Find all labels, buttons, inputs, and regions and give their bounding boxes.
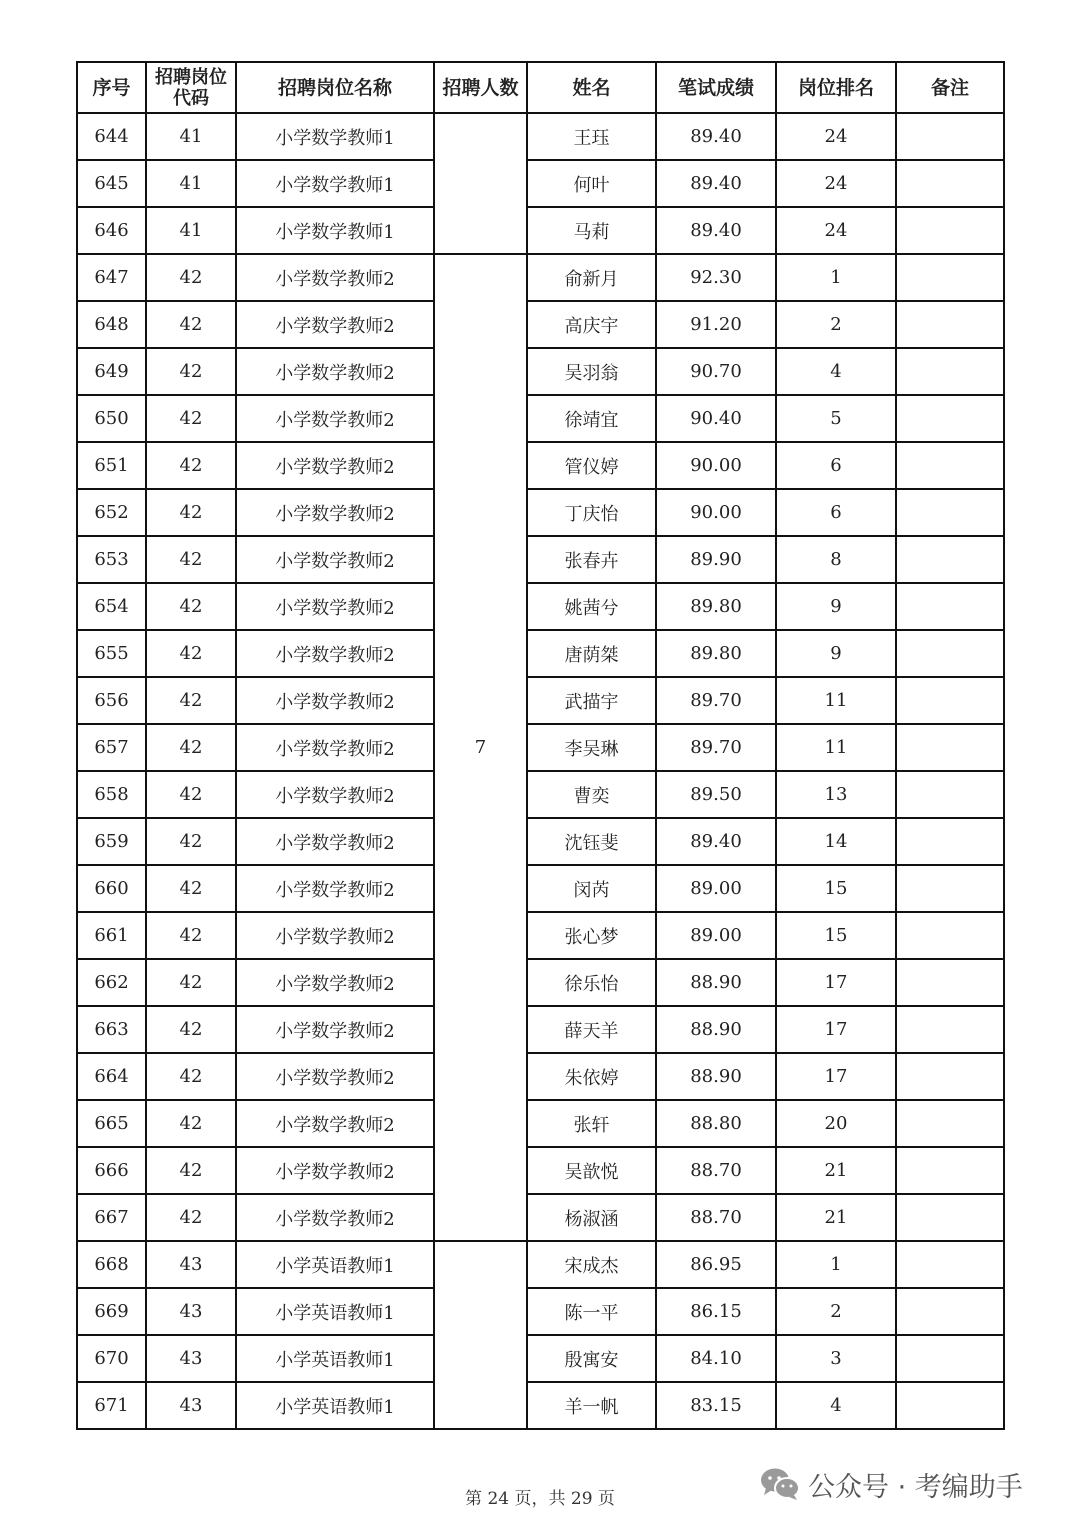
cell-score: 89.80	[656, 583, 776, 630]
cell-remark	[896, 160, 1004, 207]
table-row	[77, 1100, 1004, 1147]
cell-seq: 659	[77, 818, 146, 865]
cell-remark	[896, 1241, 1004, 1288]
table-row	[77, 771, 1004, 818]
cell-title: 小学数学教师2	[236, 724, 434, 771]
cell-remark	[896, 771, 1004, 818]
table-row	[77, 113, 1004, 160]
cell-code: 42	[146, 395, 236, 442]
cell-title: 小学数学教师2	[236, 818, 434, 865]
cell-code: 42	[146, 865, 236, 912]
cell-code: 41	[146, 113, 236, 160]
cell-person: 薛天羊	[527, 1006, 656, 1053]
table-row	[77, 1147, 1004, 1194]
cell-title: 小学数学教师2	[236, 1100, 434, 1147]
cell-score: 84.10	[656, 1335, 776, 1382]
cell-person: 李吴琳	[527, 724, 656, 771]
cell-remark	[896, 254, 1004, 301]
cell-seq: 653	[77, 536, 146, 583]
cell-score: 89.40	[656, 818, 776, 865]
page-number: 第 24 页，共 29 页	[465, 1489, 615, 1509]
cell-code: 42	[146, 301, 236, 348]
cell-score: 90.40	[656, 395, 776, 442]
cell-person: 吴歆悦	[527, 1147, 656, 1194]
header-title: 招聘岗位名称	[236, 62, 434, 113]
cell-person: 羊一帆	[527, 1382, 656, 1429]
cell-seq: 656	[77, 677, 146, 724]
cell-rank: 4	[776, 1382, 896, 1429]
cell-person: 徐靖宜	[527, 395, 656, 442]
cell-score: 86.15	[656, 1288, 776, 1335]
cell-person: 朱依婷	[527, 1053, 656, 1100]
cell-rank: 2	[776, 1288, 896, 1335]
cell-title: 小学数学教师2	[236, 865, 434, 912]
cell-seq: 671	[77, 1382, 146, 1429]
cell-person: 殷寓安	[527, 1335, 656, 1382]
cell-title: 小学数学教师2	[236, 536, 434, 583]
cell-remark	[896, 1006, 1004, 1053]
cell-title: 小学数学教师2	[236, 630, 434, 677]
cell-person: 高庆宇	[527, 301, 656, 348]
cell-remark	[896, 912, 1004, 959]
header-remark: 备注	[896, 62, 1004, 113]
cell-rank: 13	[776, 771, 896, 818]
cell-remark	[896, 1288, 1004, 1335]
header-code-line1: 招聘岗位	[155, 66, 227, 88]
cell-person: 徐乐怡	[527, 959, 656, 1006]
cell-seq: 669	[77, 1288, 146, 1335]
cell-rank: 2	[776, 301, 896, 348]
cell-person: 闵芮	[527, 865, 656, 912]
cell-rank: 14	[776, 818, 896, 865]
cell-remark	[896, 113, 1004, 160]
cell-seq: 661	[77, 912, 146, 959]
table-row	[77, 1006, 1004, 1053]
table-row	[77, 536, 1004, 583]
cell-remark	[896, 724, 1004, 771]
cell-remark	[896, 1335, 1004, 1382]
cell-rank: 5	[776, 395, 896, 442]
cell-code: 42	[146, 1147, 236, 1194]
table-row	[77, 489, 1004, 536]
table-row	[77, 1241, 1004, 1288]
cell-seq: 644	[77, 113, 146, 160]
cell-person: 武描宇	[527, 677, 656, 724]
cell-score: 88.70	[656, 1194, 776, 1241]
cell-code: 43	[146, 1335, 236, 1382]
cell-title: 小学数学教师2	[236, 1053, 434, 1100]
cell-seq: 646	[77, 207, 146, 254]
cell-score: 90.00	[656, 489, 776, 536]
cell-title: 小学数学教师1	[236, 113, 434, 160]
header-code	[146, 62, 236, 113]
cell-title: 小学数学教师2	[236, 442, 434, 489]
cell-score: 88.80	[656, 1100, 776, 1147]
table-row	[77, 395, 1004, 442]
cell-rank: 11	[776, 724, 896, 771]
cell-remark	[896, 818, 1004, 865]
cell-seq: 645	[77, 160, 146, 207]
cell-title: 小学数学教师2	[236, 395, 434, 442]
cell-person: 管仪婷	[527, 442, 656, 489]
cell-score: 89.90	[656, 536, 776, 583]
cell-score: 89.80	[656, 630, 776, 677]
cell-rank: 3	[776, 1335, 896, 1382]
cell-seq: 660	[77, 865, 146, 912]
cell-title: 小学数学教师2	[236, 301, 434, 348]
table-row	[77, 160, 1004, 207]
cell-person: 杨淑涵	[527, 1194, 656, 1241]
cell-score: 91.20	[656, 301, 776, 348]
cell-seq: 662	[77, 959, 146, 1006]
cell-score: 83.15	[656, 1382, 776, 1429]
cell-title: 小学数学教师1	[236, 207, 434, 254]
cell-title: 小学数学教师2	[236, 1147, 434, 1194]
results-table	[76, 61, 1005, 1430]
cell-remark	[896, 207, 1004, 254]
cell-title: 小学英语教师1	[236, 1382, 434, 1429]
cell-rank: 4	[776, 348, 896, 395]
cell-seq: 667	[77, 1194, 146, 1241]
cell-seq: 658	[77, 771, 146, 818]
cell-code: 42	[146, 1006, 236, 1053]
table-row	[77, 677, 1004, 724]
cell-code: 42	[146, 724, 236, 771]
table-row	[77, 301, 1004, 348]
wechat-icon	[760, 1467, 800, 1501]
cell-remark	[896, 301, 1004, 348]
cell-person: 丁庆怡	[527, 489, 656, 536]
cell-remark	[896, 1147, 1004, 1194]
cell-code: 42	[146, 489, 236, 536]
cell-remark	[896, 536, 1004, 583]
cell-rank: 15	[776, 912, 896, 959]
cell-title: 小学数学教师1	[236, 160, 434, 207]
cell-code: 43	[146, 1241, 236, 1288]
header-code-line2: 代码	[173, 87, 209, 109]
cell-seq: 670	[77, 1335, 146, 1382]
cell-code: 42	[146, 959, 236, 1006]
cell-score: 89.50	[656, 771, 776, 818]
cell-code: 43	[146, 1382, 236, 1429]
table-row	[77, 724, 1004, 771]
cell-rank: 21	[776, 1147, 896, 1194]
cell-person: 张心梦	[527, 912, 656, 959]
cell-score: 90.00	[656, 442, 776, 489]
cell-code: 42	[146, 630, 236, 677]
table-row	[77, 1194, 1004, 1241]
cell-score: 89.00	[656, 912, 776, 959]
cell-seq: 664	[77, 1053, 146, 1100]
cell-count	[434, 113, 527, 254]
cell-rank: 24	[776, 207, 896, 254]
table-body	[77, 113, 1004, 1429]
table-row	[77, 1053, 1004, 1100]
table-row	[77, 442, 1004, 489]
cell-remark	[896, 395, 1004, 442]
cell-remark	[896, 865, 1004, 912]
cell-seq: 648	[77, 301, 146, 348]
table-row	[77, 1335, 1004, 1382]
cell-person: 吴羽翁	[527, 348, 656, 395]
cell-remark	[896, 1100, 1004, 1147]
cell-seq: 663	[77, 1006, 146, 1053]
cell-title: 小学英语教师1	[236, 1241, 434, 1288]
table-row	[77, 630, 1004, 677]
table-row	[77, 818, 1004, 865]
cell-person: 王珏	[527, 113, 656, 160]
cell-score: 89.40	[656, 207, 776, 254]
header-score: 笔试成绩	[656, 62, 776, 113]
cell-code: 41	[146, 160, 236, 207]
cell-score: 88.90	[656, 1053, 776, 1100]
cell-score: 89.70	[656, 724, 776, 771]
cell-rank: 21	[776, 1194, 896, 1241]
cell-rank: 15	[776, 865, 896, 912]
cell-code: 42	[146, 771, 236, 818]
cell-rank: 24	[776, 113, 896, 160]
cell-score: 89.40	[656, 160, 776, 207]
cell-seq: 657	[77, 724, 146, 771]
cell-rank: 6	[776, 442, 896, 489]
cell-title: 小学数学教师2	[236, 771, 434, 818]
cell-person: 何叶	[527, 160, 656, 207]
cell-remark	[896, 677, 1004, 724]
cell-person: 沈钰斐	[527, 818, 656, 865]
cell-seq: 650	[77, 395, 146, 442]
cell-seq: 655	[77, 630, 146, 677]
cell-remark	[896, 1053, 1004, 1100]
cell-rank: 17	[776, 959, 896, 1006]
cell-title: 小学数学教师2	[236, 677, 434, 724]
cell-code: 42	[146, 1053, 236, 1100]
cell-count	[434, 1241, 527, 1429]
cell-remark	[896, 583, 1004, 630]
cell-code: 42	[146, 583, 236, 630]
cell-person: 马莉	[527, 207, 656, 254]
cell-seq: 652	[77, 489, 146, 536]
cell-person: 唐荫桀	[527, 630, 656, 677]
cell-rank: 9	[776, 630, 896, 677]
cell-score: 88.90	[656, 1006, 776, 1053]
cell-score: 86.95	[656, 1241, 776, 1288]
cell-remark	[896, 442, 1004, 489]
cell-title: 小学数学教师2	[236, 1194, 434, 1241]
cell-rank: 11	[776, 677, 896, 724]
cell-rank: 1	[776, 254, 896, 301]
cell-code: 42	[146, 536, 236, 583]
table-row	[77, 959, 1004, 1006]
cell-code: 42	[146, 1100, 236, 1147]
header-rank: 岗位排名	[776, 62, 896, 113]
cell-title: 小学数学教师2	[236, 489, 434, 536]
table-row	[77, 348, 1004, 395]
cell-remark	[896, 1194, 1004, 1241]
cell-person: 姚茜兮	[527, 583, 656, 630]
cell-code: 41	[146, 207, 236, 254]
table-row	[77, 865, 1004, 912]
cell-score: 90.70	[656, 348, 776, 395]
cell-rank: 6	[776, 489, 896, 536]
cell-remark	[896, 489, 1004, 536]
cell-score: 89.40	[656, 113, 776, 160]
header-seq: 序号	[77, 62, 146, 113]
cell-code: 43	[146, 1288, 236, 1335]
cell-count: 7	[434, 254, 527, 1241]
cell-score: 89.00	[656, 865, 776, 912]
cell-remark	[896, 348, 1004, 395]
cell-seq: 649	[77, 348, 146, 395]
cell-rank: 17	[776, 1006, 896, 1053]
cell-title: 小学英语教师1	[236, 1335, 434, 1382]
cell-score: 88.90	[656, 959, 776, 1006]
cell-code: 42	[146, 442, 236, 489]
cell-seq: 651	[77, 442, 146, 489]
watermark	[760, 1463, 1023, 1505]
cell-rank: 8	[776, 536, 896, 583]
watermark-text: 公众号 · 考编助手	[808, 1471, 1023, 1503]
cell-title: 小学数学教师2	[236, 254, 434, 301]
cell-score: 89.70	[656, 677, 776, 724]
header-person: 姓名	[527, 62, 656, 113]
cell-title: 小学数学教师2	[236, 1006, 434, 1053]
cell-rank: 17	[776, 1053, 896, 1100]
header-count: 招聘人数	[434, 62, 527, 113]
cell-seq: 666	[77, 1147, 146, 1194]
cell-code: 42	[146, 348, 236, 395]
cell-rank: 9	[776, 583, 896, 630]
cell-title: 小学数学教师2	[236, 348, 434, 395]
header-row	[77, 62, 1004, 113]
cell-score: 92.30	[656, 254, 776, 301]
cell-person: 俞新月	[527, 254, 656, 301]
cell-person: 张春卉	[527, 536, 656, 583]
cell-seq: 654	[77, 583, 146, 630]
cell-title: 小学英语教师1	[236, 1288, 434, 1335]
cell-rank: 24	[776, 160, 896, 207]
cell-remark	[896, 630, 1004, 677]
cell-score: 88.70	[656, 1147, 776, 1194]
cell-person: 曹奕	[527, 771, 656, 818]
cell-code: 42	[146, 818, 236, 865]
cell-seq: 665	[77, 1100, 146, 1147]
cell-code: 42	[146, 677, 236, 724]
table-row	[77, 583, 1004, 630]
cell-rank: 1	[776, 1241, 896, 1288]
cell-remark	[896, 959, 1004, 1006]
cell-seq: 668	[77, 1241, 146, 1288]
table-row	[77, 912, 1004, 959]
table-row	[77, 1288, 1004, 1335]
cell-title: 小学数学教师2	[236, 583, 434, 630]
cell-person: 张轩	[527, 1100, 656, 1147]
cell-seq: 647	[77, 254, 146, 301]
cell-rank: 20	[776, 1100, 896, 1147]
cell-code: 42	[146, 254, 236, 301]
table-row	[77, 254, 1004, 301]
cell-remark	[896, 1382, 1004, 1429]
cell-code: 42	[146, 912, 236, 959]
cell-title: 小学数学教师2	[236, 912, 434, 959]
cell-person: 宋成杰	[527, 1241, 656, 1288]
cell-person: 陈一平	[527, 1288, 656, 1335]
table-row	[77, 1382, 1004, 1429]
table-row	[77, 207, 1004, 254]
cell-title: 小学数学教师2	[236, 959, 434, 1006]
cell-code: 42	[146, 1194, 236, 1241]
